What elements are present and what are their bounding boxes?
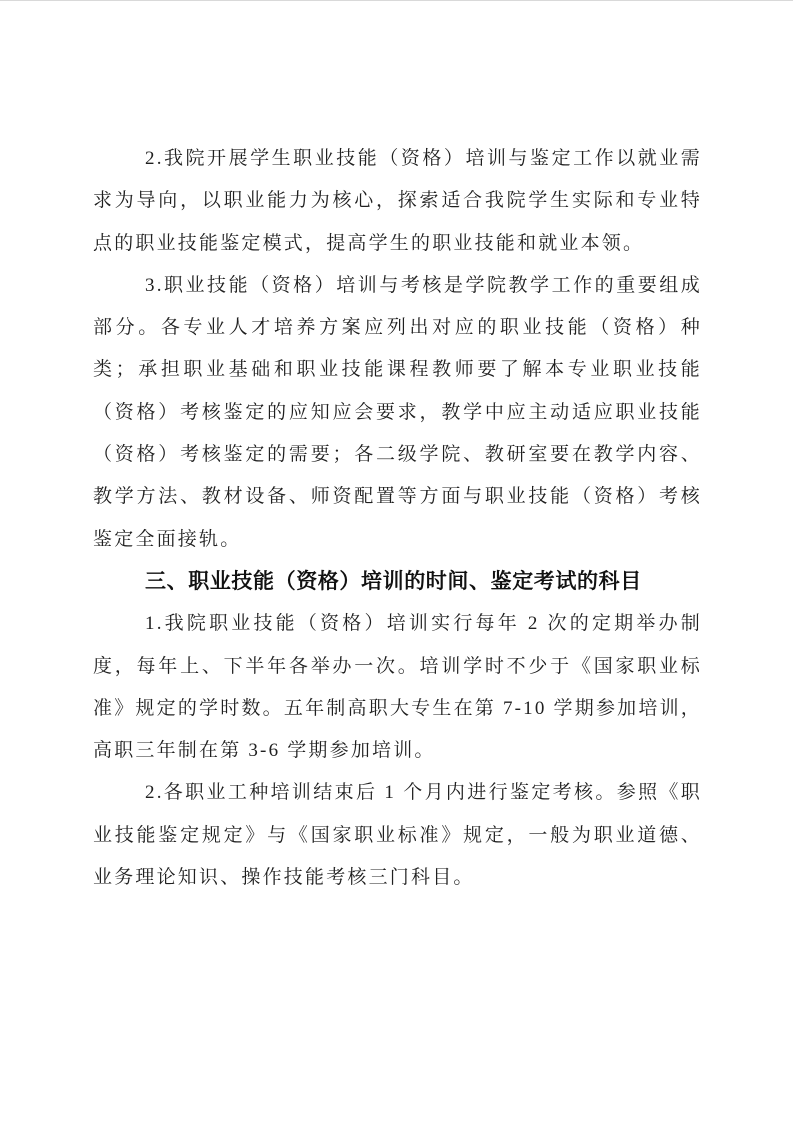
paragraph-appraisal-subjects: 2.各职业工种培训结束后 1 个月内进行鉴定考核。参照《职业技能鉴定规定》与《国家职业标准》规定，一般为职业道德、业务理论知识、操作技能考核三门科目。	[93, 782, 702, 889]
paragraph-training-schedule: 1.我院职业技能（资格）培训实行每年 2 次的定期举办制度，每年上、下半年各举办一次。培训学时不少于《国家职业标准》规定的学时数。五年制高职大专生在第 7-10 学期参加培训，高职三年制在第 3-6 学期参加培训。	[93, 613, 702, 762]
section-heading-training-time-subjects: 三、职业技能（资格）培训的时间、鉴定考试的科目	[145, 569, 642, 593]
paragraph-training-orientation: 2.我院开展学生职业技能（资格）培训与鉴定工作以就业需求为导向，以职业能力为核心，探索适合我院学生实际和专业特点的职业技能鉴定模式，提高学生的职业技能和就业本领。	[93, 148, 702, 254]
paragraph-teaching-integration: 3.职业技能（资格）培训与考核是学院教学工作的重要组成部分。各专业人才培养方案应列出对应的职业技能（资格）种类；承担职业基础和职业技能课程教师要了解本专业职业技能（资格）考核鉴定的应知应会要求，教学中应主动适应职业技能（资格）考核鉴定的需要；各二级学院、教研室要在教学内容、教学方法、教材设备、师资配置等方面与职业技能（资格）考核鉴定全面接轨。	[93, 274, 702, 550]
document-content	[93, 138, 702, 899]
